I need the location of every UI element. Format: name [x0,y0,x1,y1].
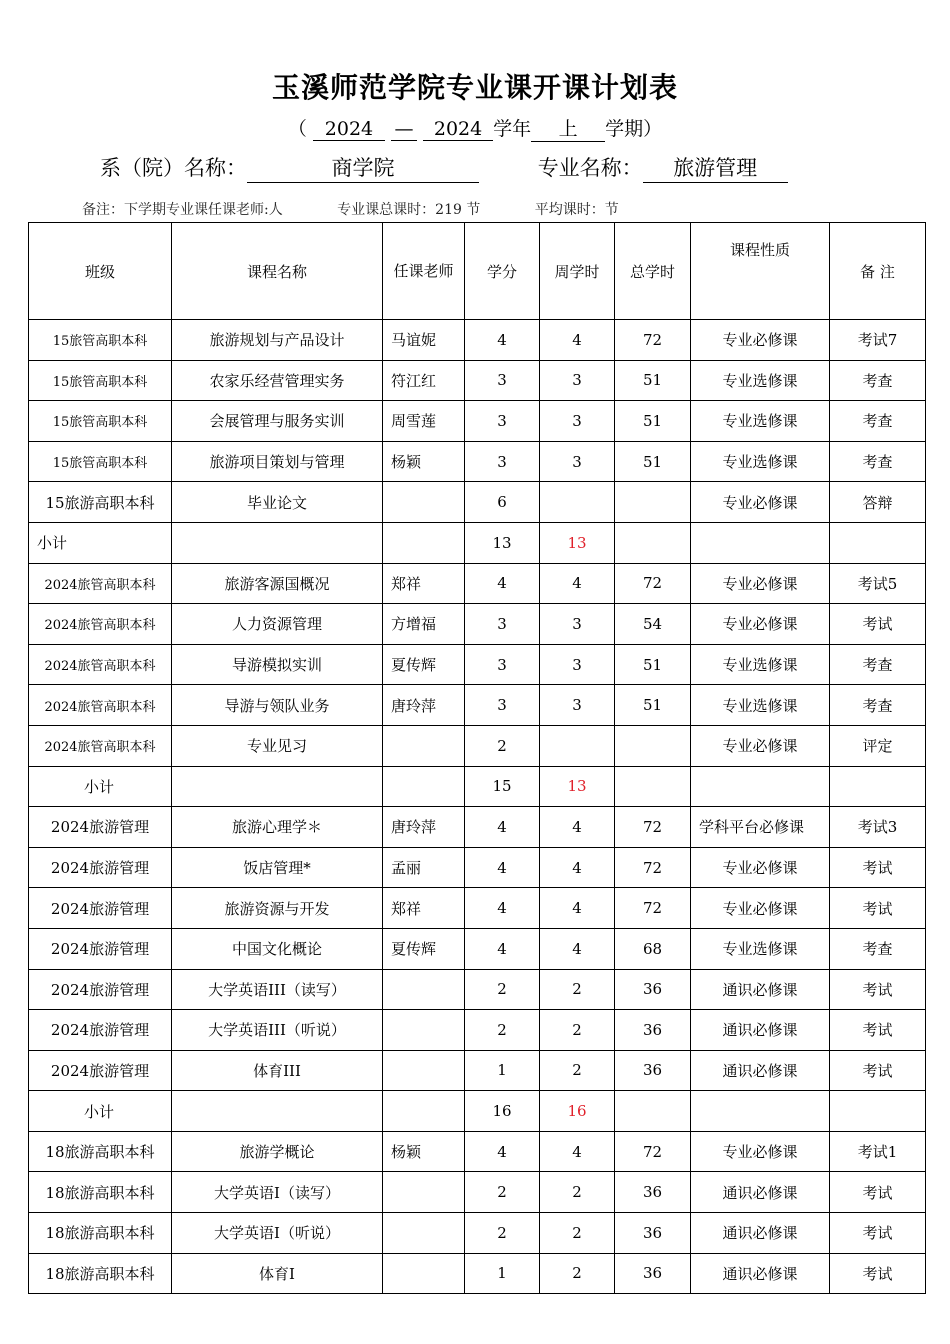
cell-remark: 考试 [830,604,926,645]
cell-credit: 6 [465,482,540,523]
cell-course: 饭店管理* [172,847,383,888]
cell-credit: 2 [465,725,540,766]
cell-nature: 专业选修课 [691,685,830,726]
cell-credit: 4 [465,847,540,888]
cell-weekly-hours: 3 [540,644,615,685]
cell-course: 旅游学概论 [172,1131,383,1172]
cell-class: 2024旅管高职本科 [29,563,172,604]
total-hours-note: 专业课总课时：219 节 [337,202,481,218]
cell-weekly-hours: 4 [540,888,615,929]
cell-credit: 4 [465,888,540,929]
table-row [29,807,926,848]
cell-nature: 学科平台必修课 [691,807,830,848]
cell-class: 2024旅管高职本科 [29,725,172,766]
cell-weekly-hours [540,482,615,523]
cell-credit: 4 [465,563,540,604]
cell-credit: 3 [465,685,540,726]
table-row [29,644,926,685]
cell-class: 15旅管高职本科 [29,320,172,361]
year-dash: — [391,118,417,141]
cell-nature: 通识必修课 [691,1010,830,1051]
cell-remark: 考查 [830,360,926,401]
cell-class: 2024旅管高职本科 [29,604,172,645]
cell-class: 2024旅游管理 [29,969,172,1010]
cell-weekly-hours: 3 [540,360,615,401]
table-row [29,1172,926,1213]
table-row [29,401,926,442]
major-label: 专业名称： [537,156,643,180]
cell-weekly-hours: 4 [540,320,615,361]
table-row [29,969,926,1010]
table-row [29,360,926,401]
table-row [29,1010,926,1051]
cell-course: 体育III [172,1050,383,1091]
year-end: 2024 [423,118,493,141]
cell-teacher [383,1050,465,1091]
cell-remark [830,766,926,807]
cell-total-hours: 36 [615,1213,691,1254]
cell-weekly-hours: 4 [540,928,615,969]
cell-weekly-hours: 4 [540,807,615,848]
cell-total-hours [615,482,691,523]
cell-total-hours: 68 [615,928,691,969]
cell-credit: 3 [465,441,540,482]
cell-weekly-hours: 3 [540,604,615,645]
cell-nature: 专业必修课 [691,725,830,766]
semester-value: 上 [531,114,605,142]
table-row [29,1050,926,1091]
cell-course [172,522,383,563]
avg-hours-note: 平均课时：节 [534,202,619,218]
cell-weekly-hours: 4 [540,1131,615,1172]
cell-class: 15旅管高职本科 [29,360,172,401]
cell-credit: 3 [465,604,540,645]
cell-weekly-hours: 2 [540,969,615,1010]
cell-teacher [383,766,465,807]
cell-teacher [383,969,465,1010]
cell-credit: 2 [465,1172,540,1213]
table-header-row [29,223,926,320]
cell-weekly-hours: 3 [540,441,615,482]
cell-total-hours [615,766,691,807]
cell-credit: 3 [465,360,540,401]
cell-teacher [383,1213,465,1254]
cell-weekly-hours: 13 [540,766,615,807]
cell-credit: 2 [465,1010,540,1051]
cell-class: 2024旅游管理 [29,1050,172,1091]
cell-class: 15旅游高职本科 [29,482,172,523]
header-credit: 学分 [465,223,540,320]
cell-weekly-hours: 2 [540,1172,615,1213]
cell-class: 15旅管高职本科 [29,401,172,442]
dept-name: 商学院 [247,152,479,183]
cell-remark: 考试 [830,1050,926,1091]
cell-remark: 评定 [830,725,926,766]
cell-remark: 考查 [830,441,926,482]
cell-remark: 考试1 [830,1131,926,1172]
cell-credit: 4 [465,320,540,361]
cell-weekly-hours: 2 [540,1213,615,1254]
semester-label: 学期） [605,118,663,140]
cell-nature: 专业选修课 [691,441,830,482]
dept-label: 系（院）名称： [100,156,247,180]
cell-credit: 1 [465,1050,540,1091]
cell-weekly-hours: 4 [540,847,615,888]
header-teacher: 任课老师 [383,223,465,320]
cell-teacher: 符江红 [383,360,465,401]
table-row [29,1253,926,1294]
cell-course: 旅游心理学＊ [172,807,383,848]
cell-remark: 答辩 [830,482,926,523]
page-title: 玉溪师范学院专业课开课计划表 [271,71,678,104]
cell-credit: 4 [465,1131,540,1172]
table-row [29,685,926,726]
cell-weekly-hours: 3 [540,401,615,442]
cell-class: 18旅游高职本科 [29,1131,172,1172]
cell-remark [830,1091,926,1132]
major-name: 旅游管理 [643,152,788,183]
cell-total-hours: 72 [615,1131,691,1172]
table-row [29,1213,926,1254]
cell-remark: 考查 [830,928,926,969]
cell-total-hours: 36 [615,1253,691,1294]
subtotal-row [29,522,926,563]
cell-course: 专业见习 [172,725,383,766]
cell-course: 导游与领队业务 [172,685,383,726]
cell-total-hours: 51 [615,360,691,401]
cell-teacher: 郑祥 [383,888,465,929]
year-open-paren: （ [287,118,307,140]
cell-teacher [383,725,465,766]
cell-class: 18旅游高职本科 [29,1213,172,1254]
cell-course: 旅游资源与开发 [172,888,383,929]
cell-remark: 考试 [830,969,926,1010]
cell-nature: 专业必修课 [691,563,830,604]
cell-credit: 13 [465,522,540,563]
cell-credit: 16 [465,1091,540,1132]
cell-teacher: 周雪莲 [383,401,465,442]
year-start: 2024 [313,118,385,141]
cell-nature [691,522,830,563]
cell-remark: 考试 [830,847,926,888]
cell-teacher: 唐玲萍 [383,685,465,726]
year-label: 学年 [493,118,532,140]
cell-remark: 考试 [830,1172,926,1213]
table-row [29,320,926,361]
header-nature: 课程性质 [691,223,830,320]
cell-nature: 专业必修课 [691,320,830,361]
cell-remark: 考试 [830,1010,926,1051]
cell-total-hours: 54 [615,604,691,645]
cell-weekly-hours: 2 [540,1050,615,1091]
notes-line [82,199,669,219]
cell-teacher [383,522,465,563]
cell-nature [691,1091,830,1132]
cell-weekly-hours: 13 [540,522,615,563]
cell-nature: 专业选修课 [691,360,830,401]
cell-weekly-hours: 3 [540,685,615,726]
academic-year-line [0,114,950,142]
cell-total-hours: 51 [615,441,691,482]
cell-class: 小计 [29,766,172,807]
cell-class: 2024旅游管理 [29,888,172,929]
teacher-note: 备注：下学期专业课任课老师:人 [82,202,283,218]
cell-nature: 通识必修课 [691,969,830,1010]
cell-total-hours: 36 [615,969,691,1010]
cell-teacher [383,1253,465,1294]
cell-teacher: 马谊妮 [383,320,465,361]
cell-weekly-hours: 4 [540,563,615,604]
cell-course: 大学英语Ⅰ（听说） [172,1213,383,1254]
table-row [29,847,926,888]
header-remark: 备 注 [830,223,926,320]
table-row [29,441,926,482]
cell-remark: 考试5 [830,563,926,604]
table-row [29,725,926,766]
cell-class: 18旅游高职本科 [29,1172,172,1213]
cell-course: 体育Ⅰ [172,1253,383,1294]
cell-teacher [383,1010,465,1051]
cell-remark [830,522,926,563]
cell-nature: 通识必修课 [691,1253,830,1294]
cell-course: 人力资源管理 [172,604,383,645]
cell-nature: 专业必修课 [691,847,830,888]
cell-nature: 通识必修课 [691,1172,830,1213]
cell-nature: 专业必修课 [691,482,830,523]
cell-course [172,1091,383,1132]
cell-course [172,766,383,807]
cell-credit: 2 [465,969,540,1010]
cell-nature: 专业必修课 [691,888,830,929]
table-row [29,888,926,929]
cell-class: 18旅游高职本科 [29,1253,172,1294]
cell-total-hours: 51 [615,685,691,726]
cell-nature: 专业选修课 [691,644,830,685]
cell-course: 旅游项目策划与管理 [172,441,383,482]
cell-course: 大学英语III（听说） [172,1010,383,1051]
table-row [29,928,926,969]
cell-total-hours [615,522,691,563]
cell-total-hours [615,1091,691,1132]
cell-total-hours: 36 [615,1172,691,1213]
cell-credit: 2 [465,1213,540,1254]
cell-class: 2024旅游管理 [29,847,172,888]
cell-course: 大学英语Ⅰ（读写） [172,1172,383,1213]
cell-credit: 4 [465,928,540,969]
cell-class: 小计 [29,522,172,563]
cell-total-hours: 51 [615,644,691,685]
subtotal-row [29,1091,926,1132]
subtotal-row [29,766,926,807]
cell-total-hours: 51 [615,401,691,442]
cell-class: 2024旅游管理 [29,1010,172,1051]
header-class: 班级 [29,223,172,320]
cell-course: 大学英语III（读写） [172,969,383,1010]
cell-teacher [383,1172,465,1213]
cell-remark: 考试 [830,1253,926,1294]
cell-teacher: 唐玲萍 [383,807,465,848]
cell-remark: 考试7 [830,320,926,361]
cell-class: 2024旅游管理 [29,807,172,848]
header-course: 课程名称 [172,223,383,320]
cell-remark: 考试 [830,1213,926,1254]
cell-course: 导游模拟实训 [172,644,383,685]
cell-class: 2024旅游管理 [29,928,172,969]
course-plan-table [28,222,926,1294]
cell-teacher: 方增福 [383,604,465,645]
cell-teacher: 郑祥 [383,563,465,604]
cell-remark: 考查 [830,685,926,726]
table-row [29,563,926,604]
cell-credit: 3 [465,644,540,685]
cell-nature: 专业选修课 [691,401,830,442]
cell-credit: 3 [465,401,540,442]
cell-total-hours [615,725,691,766]
cell-teacher: 杨颖 [383,1131,465,1172]
cell-credit: 1 [465,1253,540,1294]
cell-course: 旅游客源国概况 [172,563,383,604]
table-body [29,320,926,1294]
cell-class: 小计 [29,1091,172,1132]
cell-class: 15旅管高职本科 [29,441,172,482]
cell-class: 2024旅管高职本科 [29,644,172,685]
header-total-hours: 总学时 [615,223,691,320]
cell-teacher: 孟丽 [383,847,465,888]
cell-remark: 考试3 [830,807,926,848]
cell-total-hours: 72 [615,888,691,929]
cell-weekly-hours: 2 [540,1010,615,1051]
cell-course: 中国文化概论 [172,928,383,969]
cell-teacher: 杨颖 [383,441,465,482]
cell-credit: 4 [465,807,540,848]
cell-total-hours: 72 [615,847,691,888]
table-row [29,604,926,645]
table-row [29,1131,926,1172]
cell-nature: 专业选修课 [691,928,830,969]
cell-remark: 考查 [830,644,926,685]
cell-total-hours: 72 [615,320,691,361]
cell-course: 农家乐经营管理实务 [172,360,383,401]
table-row [29,482,926,523]
cell-total-hours: 72 [615,563,691,604]
cell-remark: 考试 [830,888,926,929]
cell-nature: 专业必修课 [691,1131,830,1172]
cell-credit: 15 [465,766,540,807]
cell-nature: 专业必修课 [691,604,830,645]
department-line [100,152,860,183]
cell-course: 会展管理与服务实训 [172,401,383,442]
cell-class: 2024旅管高职本科 [29,685,172,726]
cell-nature: 通识必修课 [691,1213,830,1254]
cell-course: 毕业论文 [172,482,383,523]
cell-nature: 通识必修课 [691,1050,830,1091]
cell-weekly-hours: 16 [540,1091,615,1132]
cell-nature [691,766,830,807]
cell-weekly-hours: 2 [540,1253,615,1294]
cell-course: 旅游规划与产品设计 [172,320,383,361]
cell-remark: 考查 [830,401,926,442]
cell-teacher [383,482,465,523]
cell-total-hours: 72 [615,807,691,848]
cell-weekly-hours [540,725,615,766]
cell-teacher: 夏传辉 [383,928,465,969]
cell-teacher: 夏传辉 [383,644,465,685]
header-weekly-hours: 周学时 [540,223,615,320]
cell-total-hours: 36 [615,1010,691,1051]
cell-total-hours: 36 [615,1050,691,1091]
cell-teacher [383,1091,465,1132]
